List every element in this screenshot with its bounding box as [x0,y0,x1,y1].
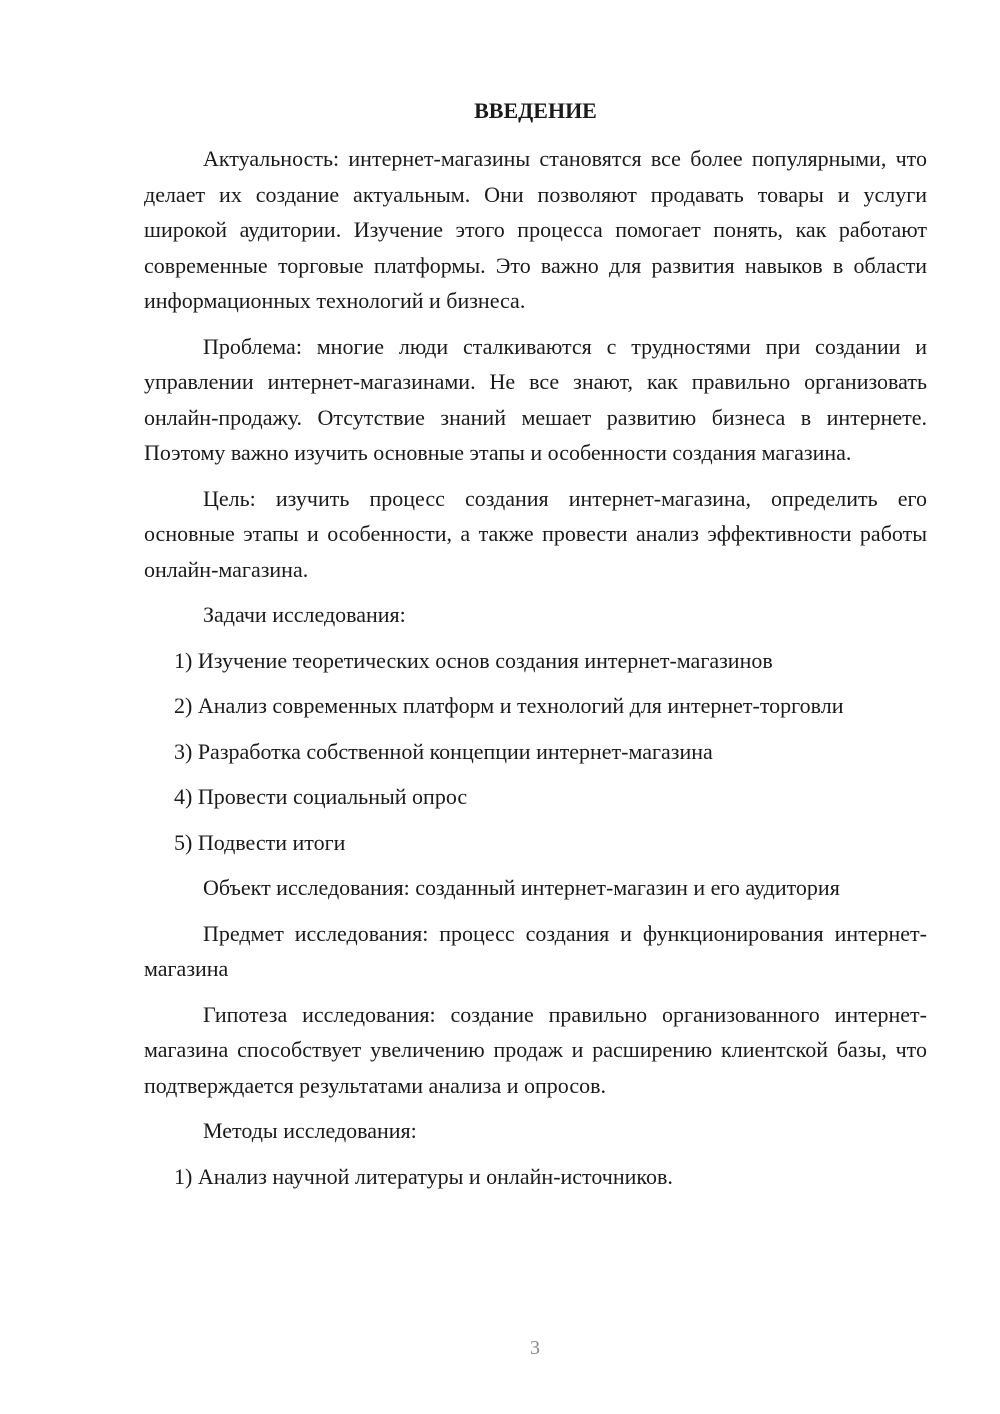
page-number: 3 [530,1337,540,1359]
method-item-1: 1) Анализ научной литературы и онлайн-источников. [174,1163,673,1189]
page-title: ВВЕДЕНИЕ [474,98,597,123]
task-item-2: 2) Анализ современных платформ и технологий для интернет-торговли [174,693,844,718]
document-body [144,141,927,1204]
relevance-paragraph: Актуальность: интернет-магазины становятся все более популярными, что делает их создание актуальным. Они позволяют продавать товары и услуги широкой аудитории. Изучение этого процесса помогает понять, как работают современные торговые платформы. Это важно для развития навыков в области информационных технологий и бизнеса. [144,146,927,313]
task-item-3: 3) Разработка собственной концепции интернет-магазина [174,738,713,764]
methods-title: Методы исследования: [203,1118,417,1143]
tasks-title: Задачи исследования: [203,602,406,627]
subject-paragraph: Предмет исследования: процесс создания и функционирования интернет-магазина [144,920,927,981]
goal-paragraph: Цель: изучить процесс создания интернет-магазина, определить его основные этапы и особенности, а также провести анализ эффективности работы онлайн-магазина. [144,485,927,582]
hypothesis-paragraph: Гипотеза исследования: создание правильно организованного интернет-магазина способствует увеличению продаж и расширению клиентской базы, что подтверждается результатами анализа и опросов. [144,1001,927,1098]
object-paragraph: Объект исследования: созданный интернет-магазин и его аудитория [203,875,840,900]
task-item-1: 1) Изучение теоретических основ создания интернет-магазинов [174,647,773,673]
problem-paragraph: Проблема: многие люди сталкиваются с трудностями при создании и управлении интернет-магазинами. Не все знают, как правильно организовать онлайн-продажу. Отсутствие знаний мешает развитию бизнеса в интернете. Поэтому важно изучить основные этапы и особенности создания магазина. [144,333,927,465]
task-item-5: 5) Подвести итоги [174,829,346,855]
task-item-4: 4) Провести социальный опрос [174,784,468,809]
